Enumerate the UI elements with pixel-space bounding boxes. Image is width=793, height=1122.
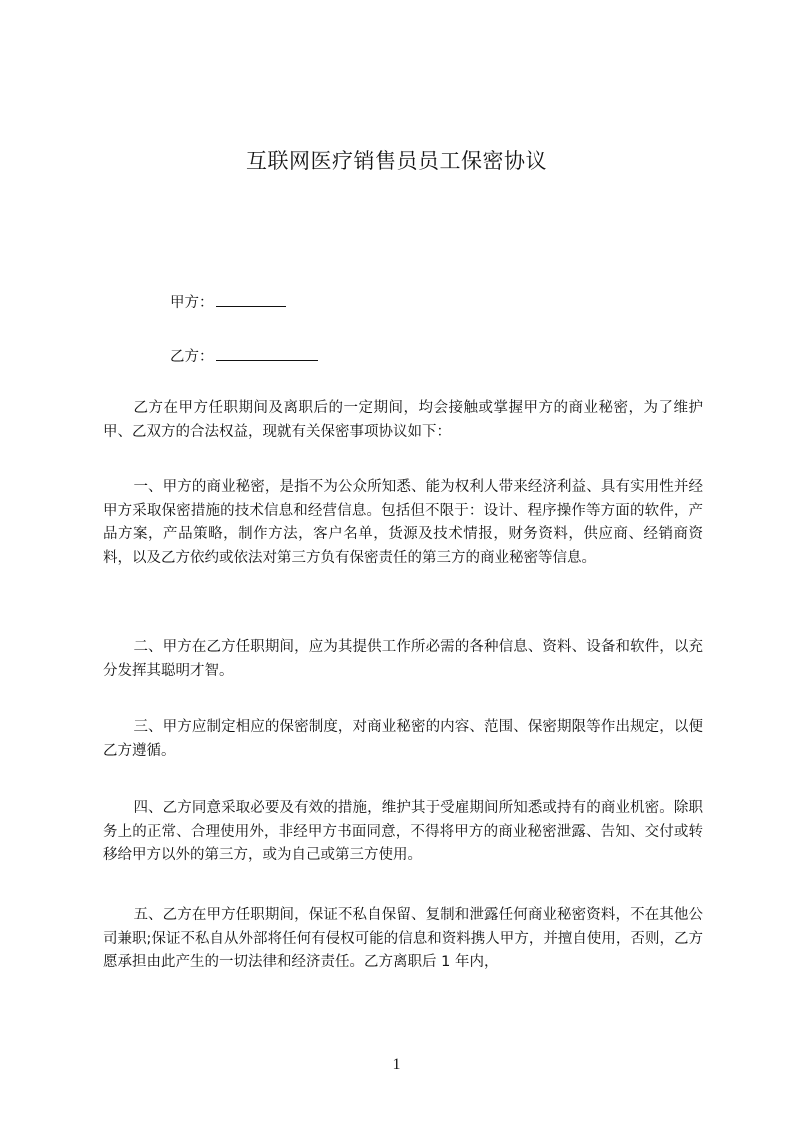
paragraph-clause-1: 一、甲方的商业秘密，是指不为公众所知悉、能为权利人带来经济利益、具有实用性并经甲方采取保密措施的技术信息和经营信息。包括但不限于：设计、程序操作等方面的软件，产品方案，产品策略，制作方法，客户名单，货源及技术情报，财务资料，供应商、经销商资料，以及乙方依约或依法对第三方负有保密责任的第三方的商业秘密等信息。 <box>103 479 703 566</box>
document-title: 互联网医疗销售员员工保密协议 <box>246 149 547 173</box>
paragraph-clause-5: 五、乙方在甲方任职期间，保证不私自保留、复制和泄露任何商业秘密资料，不在其他公司兼职;保证不私自从外部将任何有侵权可能的信息和资料携人甲方，并擅自使用，否则，乙方愿承担由此产生的一切法律和经济责任。乙方离职后 1 年内， <box>103 907 703 970</box>
paragraph-clause-2: 二、甲方在乙方任职期间，应为其提供工作所必需的各种信息、资料、设备和软件，以充分发挥其聪明才智。 <box>103 639 703 679</box>
party-a-label: 甲方： <box>170 295 214 311</box>
party-a-blank <box>216 292 286 307</box>
page-number: 1 <box>392 1056 401 1073</box>
party-b-blank <box>216 346 318 361</box>
party-b-line <box>170 345 318 366</box>
party-a-line <box>170 291 286 312</box>
party-b-label: 乙方： <box>170 349 214 365</box>
paragraph-clause-4: 四、乙方同意采取必要及有效的措施，维护其于受雇期间所知悉或持有的商业机密。除职务上的正常、合理使用外，非经甲方书面同意，不得将甲方的商业秘密泄露、告知、交付或转移给甲方以外的第三方，或为自己或第三方使用。 <box>103 800 703 863</box>
paragraph-clause-3: 三、甲方应制定相应的保密制度，对商业秘密的内容、范围、保密期限等作出规定，以便乙方遵循。 <box>103 719 703 759</box>
paragraph-intro: 乙方在甲方任职期间及离职后的一定期间，均会接触或掌握甲方的商业秘密，为了维护甲、乙双方的合法权益，现就有关保密事项协议如下： <box>103 400 703 440</box>
